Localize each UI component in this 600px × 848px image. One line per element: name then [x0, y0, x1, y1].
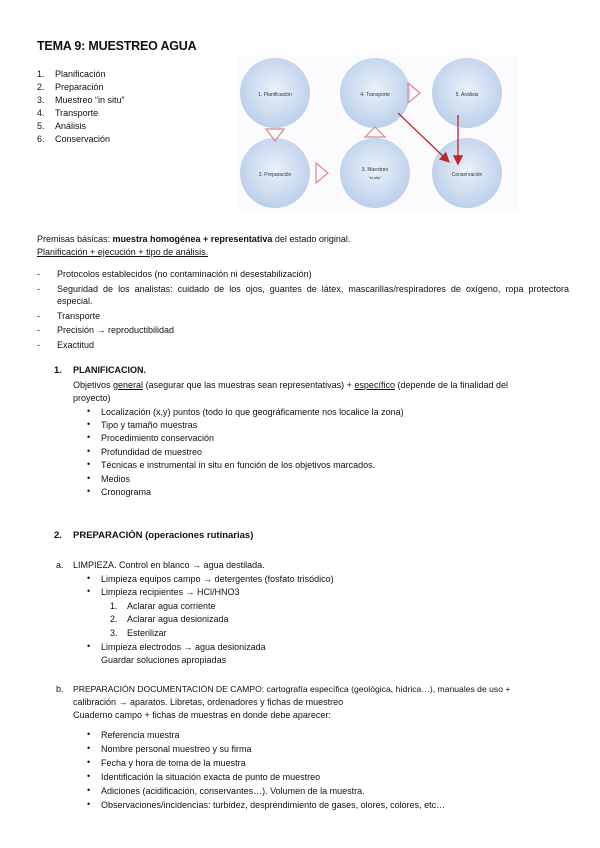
section2-b-item: Referencia muestra [101, 730, 180, 740]
section2-b-item: Adiciones (acidificación, conservantes…). Volumen de la muestra. [101, 786, 365, 796]
dash-item-text: Seguridad de los analistas: cuidado de los ojos, guantes de látex, mascarillas/respiradores de oxígeno, ropa protectora especial. [57, 284, 569, 306]
label-muestreo-sub: “in situ” [368, 175, 382, 180]
sub-label: Esterilizar [127, 628, 167, 638]
toc-label: Transporte [55, 108, 99, 118]
process-diagram [238, 55, 518, 210]
table-of-contents [37, 68, 125, 146]
bullet: • [87, 446, 91, 456]
toc-number: 1. [37, 69, 45, 79]
bullet: • [87, 406, 91, 416]
premisas-underlined: Planificación + ejecución + tipo de análisis. [37, 247, 209, 257]
label-conservacion: Conservación [451, 172, 483, 178]
bullet: • [87, 799, 91, 809]
circle-muestreo [340, 138, 410, 208]
toc-number: 5. [37, 121, 45, 131]
toc-number: 4. [37, 108, 45, 118]
bullet: • [87, 771, 91, 781]
toc-label: Planificación [55, 69, 106, 79]
document-page: TEMA 9: MUESTREO AGUA 1. Planificación 2. Preparación 3. Muestreo “in situ” 4. Transporte 5. Análisis 6. Conservación 1. Planificación 4. Transporte 5. Análisis 2. Preparación 3. Muestreo “in situ” Conservación Premisas básicas: muestra homogénea + representativa del estado original. Planificación + ejecución + tipo de análisis. - Protocolos establecidos (no contaminación ni desestabilización) - Seguridad de los analistas: cuidado de los ojos, guantes de látex, mascarillas/respiradores de oxígeno, ropa protectora especial. - Transporte - Precisión → reproductibilidad - Exactitud 1. PLANIFICACION. Objetivos general (asegurar que las muestras sean representativas) + específico (depende de la finalidad del proyecto) • Localización (x,y) puntos (todo lo que geográficamente nos localice la zona) • Tipo y tamaño muestras • Procedimiento conservación • Profundidad de muestreo • Técnicas e instrumental in situ en función de los objetivos marcados. • Medios • Cronograma 2. PREPARACIÓN (operaciones rutinarias) a. LIMPIEZA. Control en blanco → agua destilada. • Limpieza equipos campo → detergentes (fosfato trisódico) • Limpieza recipientes → HCl/HNO3 1. Aclarar agua corriente 2. Aclarar agua desionizada 3. Esterilizar • Limpieza electrodos → agua desionizada Guardar soluciones apropiadas b. PREPARACIÓN DOCUMENTACIÓN DE CAMPO: cartografía específica (geológica, hídrica…), manuales de uso + calibración → aparatos. Libretas, ordenadores y fichas de muestreo Cuaderno campo + fichas de muestras en donde debe aparecer: • Referencia muestra • Nombre personal muestreo y su firma • Fecha y hora de toma de la muestra • Identificación la situación exacta de punto de muestreo • Adiciones (acidificación, conservantes…). Volumen de la muestra. • Observaciones/incidencias: turbidez, desprendimiento de gases, olores, colores, etc… [0, 0, 600, 848]
premisas-suffix: del estado original. [272, 234, 351, 244]
section2-a-item: Limpieza recipientes → HCl/HNO3 [101, 587, 240, 597]
bullet: • [87, 729, 91, 739]
sub-number: 1. [110, 601, 118, 611]
section2-b-label: b. [56, 684, 64, 694]
section1-item: Localización (x,y) puntos (todo lo que geográficamente nos localice la zona) [101, 407, 404, 417]
section1-intro [73, 379, 568, 392]
toc-item [37, 68, 125, 81]
section1-item: Profundidad de muestreo [101, 447, 203, 457]
section2-b-item: Identificación la situación exacta de punto de muestreo [101, 772, 321, 782]
label-analisis: 5. Análisis [455, 92, 479, 98]
label-planificacion: 1. Planificación [258, 92, 292, 98]
toc-item [37, 133, 125, 146]
toc-item [37, 120, 125, 133]
bullet: • [87, 459, 91, 469]
toc-number: 2. [37, 82, 45, 92]
label-transporte: 4. Transporte [360, 92, 390, 98]
section2-b-item: Nombre personal muestreo y su firma [101, 744, 252, 754]
section2-a-item: Limpieza electrodos → agua desionizada [101, 642, 266, 652]
bullet: • [87, 757, 91, 767]
premisas-line [37, 233, 350, 245]
section2-b-line1: PREPARACIÓN DOCUMENTACIÓN DE CAMPO: cartografía específica (geológica, hídrica…), manuales de uso + [73, 684, 511, 694]
toc-number: 3. [37, 95, 45, 105]
page-title: TEMA 9: MUESTREO AGUA [37, 39, 197, 53]
section1-item: Medios [101, 474, 131, 484]
toc-label: Muestreo “in situ” [55, 95, 125, 105]
dash-item-text: Protocolos establecidos (no contaminación ni desestabilización) [57, 269, 312, 279]
toc-item [37, 94, 125, 107]
bullet: • [87, 473, 91, 483]
dash-item-text: Exactitud [57, 340, 95, 350]
section1-item: Técnicas e instrumental in situ en función de los objetivos marcados. [101, 460, 376, 470]
premisas-prefix: Premisas básicas: [37, 234, 113, 244]
section1-item: Tipo y tamaño muestras [101, 420, 198, 430]
label-preparacion: 2. Preparación [258, 172, 292, 178]
section1-heading: PLANIFICACION. [73, 365, 146, 375]
section1-intro-line2: proyecto) [73, 393, 111, 403]
section2-b-item: Fecha y hora de toma de la muestra [101, 758, 246, 768]
label-muestreo: 3. Muestreo [361, 167, 389, 173]
section2-a-label: a. [56, 560, 64, 570]
section2-a-item-line2: Guardar soluciones apropiadas [101, 655, 227, 665]
toc-label: Preparación [55, 82, 104, 92]
bullet: • [87, 486, 91, 496]
section2-heading: PREPARACIÓN (operaciones rutinarias) [73, 530, 254, 541]
bullet: • [87, 432, 91, 442]
intro-especifico: específico [354, 380, 395, 390]
section2-b-line2: calibración → aparatos. Libretas, ordenadores y fichas de muestreo [73, 697, 344, 707]
sub-label: Aclarar agua corriente [127, 601, 216, 611]
sub-number: 2. [110, 614, 118, 624]
section1-item: Procedimiento conservación [101, 433, 215, 443]
section2-a-item: Limpieza equipos campo → detergentes (fosfato trisódico) [101, 574, 334, 584]
section2-number: 2. [54, 530, 62, 541]
bullet: • [87, 641, 91, 651]
bullet: • [87, 419, 91, 429]
intro-general: general [113, 380, 144, 390]
premisas-bold: muestra homogénea + representativa [112, 234, 273, 244]
bullet: • [87, 743, 91, 753]
dash-item-text: Precisión → reproductibilidad [57, 325, 175, 335]
toc-number: 6. [37, 134, 45, 144]
section2-b-line3: Cuaderno campo + fichas de muestras en donde debe aparecer: [73, 710, 331, 720]
intro-c: (depende de la finalidad del [394, 380, 509, 390]
section2-a-text: LIMPIEZA. Control en blanco → agua destilada. [73, 560, 265, 570]
toc-item [37, 107, 125, 120]
section1-number: 1. [54, 365, 62, 376]
section1-item: Cronograma [101, 487, 152, 497]
section2-b-item: Observaciones/incidencias: turbidez, desprendimiento de gases, olores, colores, etc… [101, 800, 446, 810]
dash-item-text: Transporte [57, 311, 101, 321]
toc-label: Análisis [55, 121, 87, 131]
sub-label: Aclarar agua desionizada [127, 614, 229, 624]
intro-b: (asegurar que las muestras sean representativas) + [143, 380, 355, 390]
sub-number: 3. [110, 628, 118, 638]
bullet: • [87, 573, 91, 583]
toc-label: Conservación [55, 134, 111, 144]
bullet: • [87, 785, 91, 795]
toc-item [37, 81, 125, 94]
bullet: • [87, 586, 91, 596]
intro-a: Objetivos [73, 380, 114, 390]
